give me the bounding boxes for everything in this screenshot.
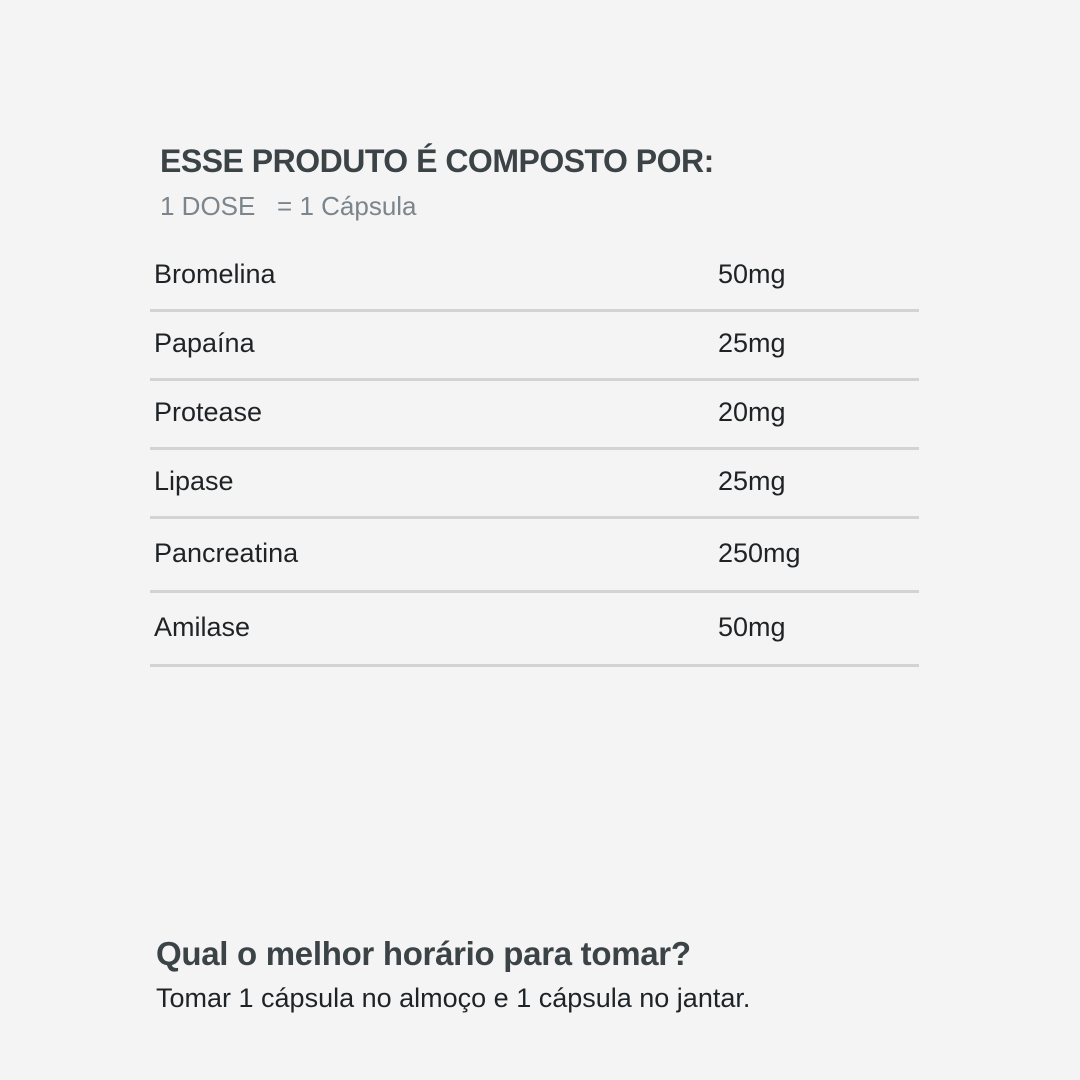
ingredient-name: Pancreatina <box>154 538 299 568</box>
table-row <box>150 243 919 312</box>
table-row <box>150 593 919 667</box>
ingredient-amount: 250mg <box>718 538 801 568</box>
table-row <box>150 381 919 450</box>
table-row <box>150 312 919 381</box>
ingredient-name: Amilase <box>154 612 251 642</box>
ingredient-amount: 50mg <box>718 612 786 642</box>
ingredient-name: Bromelina <box>154 259 276 289</box>
table-row <box>150 519 919 593</box>
dose-info: 1 DOSE = 1 Cápsula <box>160 191 417 221</box>
usage-answer: Tomar 1 cápsula no almoço e 1 cápsula no jantar. <box>156 983 751 1013</box>
ingredient-name: Papaína <box>154 328 255 358</box>
ingredient-amount: 50mg <box>718 259 786 289</box>
ingredient-name: Lipase <box>154 466 234 496</box>
composition-title: ESSE PRODUTO É COMPOSTO POR: <box>160 143 714 179</box>
ingredient-amount: 25mg <box>718 466 786 496</box>
usage-question: Qual o melhor horário para tomar? <box>156 935 691 972</box>
ingredient-name: Protease <box>154 397 263 427</box>
ingredient-amount: 20mg <box>718 397 786 427</box>
table-row <box>150 450 919 519</box>
ingredient-amount: 25mg <box>718 328 786 358</box>
composition-table <box>150 243 919 667</box>
